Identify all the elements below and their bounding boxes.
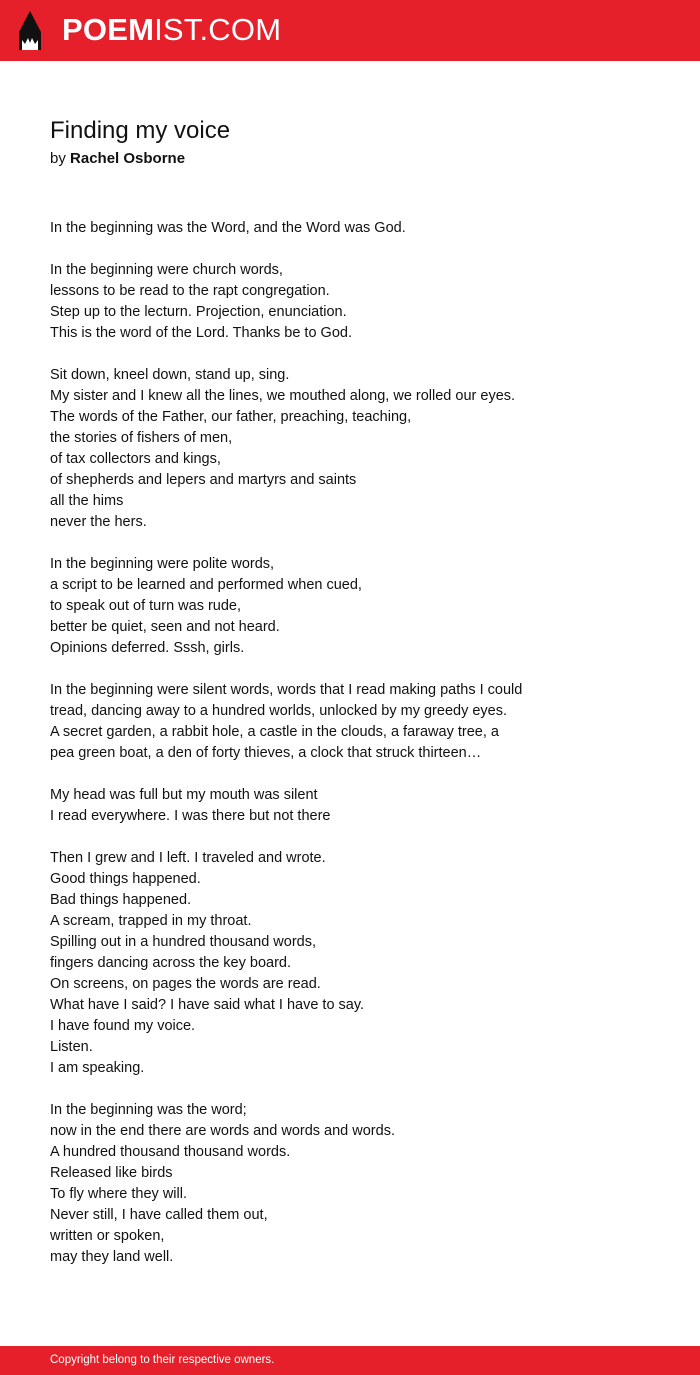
- site-logo[interactable]: [62, 12, 281, 48]
- logo-light-text: IST.COM: [154, 12, 282, 47]
- poem-line: Step up to the lecturn. Projection, enunciation.: [50, 304, 347, 320]
- poem-byline: [50, 149, 185, 169]
- poem-line: This is the word of the Lord. Thanks be to God.: [50, 325, 352, 341]
- poem-line: Bad things happened.: [50, 892, 192, 908]
- poem-line: The words of the Father, our father, preaching, teaching,: [50, 409, 412, 425]
- poem-line: Then I grew and I left. I traveled and wrote.: [50, 850, 326, 866]
- poem-line: I have found my voice.: [50, 1018, 196, 1034]
- poem-line: of tax collectors and kings,: [50, 451, 221, 467]
- poem-line: now in the end there are words and words and words.: [50, 1123, 395, 1139]
- logo-bold-text: POEM: [62, 12, 155, 47]
- poem-line: What have I said? I have said what I have to say.: [50, 997, 365, 1013]
- poem-line: On screens, on pages the words are read.: [50, 976, 321, 992]
- poem-line: pea green boat, a den of forty thieves, a clock that struck thirteen…: [50, 745, 482, 761]
- poem-line: A scream, trapped in my throat.: [50, 913, 252, 929]
- poem-line: In the beginning was the word;: [50, 1102, 247, 1118]
- pencil-tip-icon: [18, 10, 42, 52]
- poem-line: My sister and I knew all the lines, we mouthed along, we rolled our eyes.: [50, 388, 516, 404]
- poem-line: better be quiet, seen and not heard.: [50, 619, 280, 635]
- poem-line: the stories of fishers of men,: [50, 430, 233, 446]
- poem-body: [50, 218, 670, 1289]
- poem-stanza: [50, 365, 670, 533]
- poem-line: written or spoken,: [50, 1228, 165, 1244]
- poem-stanza: [50, 1100, 670, 1268]
- poem-line: Good things happened.: [50, 871, 201, 887]
- poem-line: a script to be learned and performed when cued,: [50, 577, 362, 593]
- poem-line: In the beginning were church words,: [50, 262, 283, 278]
- poem-line: A secret garden, a rabbit hole, a castle in the clouds, a faraway tree, a: [50, 724, 499, 740]
- poem-stanza: [50, 848, 670, 1079]
- poem-line: may they land well.: [50, 1249, 174, 1265]
- poem-line: In the beginning were polite words,: [50, 556, 275, 572]
- poem-line: Spilling out in a hundred thousand words,: [50, 934, 317, 950]
- poem-stanza: [50, 785, 670, 827]
- poem-stanza: [50, 554, 670, 659]
- poem-line: Released like birds: [50, 1165, 173, 1181]
- poem-line: to speak out of turn was rude,: [50, 598, 242, 614]
- poem-stanza: [50, 680, 670, 764]
- poem-line: tread, dancing away to a hundred worlds, unlocked by my greedy eyes.: [50, 703, 508, 719]
- poem-line: lessons to be read to the rapt congregation.: [50, 283, 330, 299]
- poem-line: A hundred thousand thousand words.: [50, 1144, 291, 1160]
- poem-author: Rachel Osborne: [70, 150, 186, 167]
- poem-line: Never still, I have called them out,: [50, 1207, 268, 1223]
- poem-stanza: [50, 260, 670, 344]
- poem-line: Sit down, kneel down, stand up, sing.: [50, 367, 290, 383]
- poem-line: In the beginning was the Word, and the Word was God.: [50, 220, 406, 236]
- poem-line: To fly where they will.: [50, 1186, 187, 1202]
- poem-line: Listen.: [50, 1039, 93, 1055]
- site-header: [0, 0, 700, 61]
- site-footer: [0, 1346, 700, 1375]
- footer-copyright: Copyright belong to their respective owners.: [50, 1354, 275, 1366]
- poem-line: of shepherds and lepers and martyrs and saints: [50, 472, 357, 488]
- poem-stanza: [50, 218, 670, 239]
- by-label: by: [50, 150, 66, 167]
- poem-line: never the hers.: [50, 514, 147, 530]
- poem-title: Finding my voice: [50, 117, 231, 144]
- poem-line: My head was full but my mouth was silent: [50, 787, 318, 803]
- poem-line: I read everywhere. I was there but not there: [50, 808, 331, 824]
- poem-line: I am speaking.: [50, 1060, 145, 1076]
- poem-line: Opinions deferred. Sssh, girls.: [50, 640, 245, 656]
- poem-line: all the hims: [50, 493, 124, 509]
- poem-line: In the beginning were silent words, words that I read making paths I could: [50, 682, 523, 698]
- poem-line: fingers dancing across the key board.: [50, 955, 291, 971]
